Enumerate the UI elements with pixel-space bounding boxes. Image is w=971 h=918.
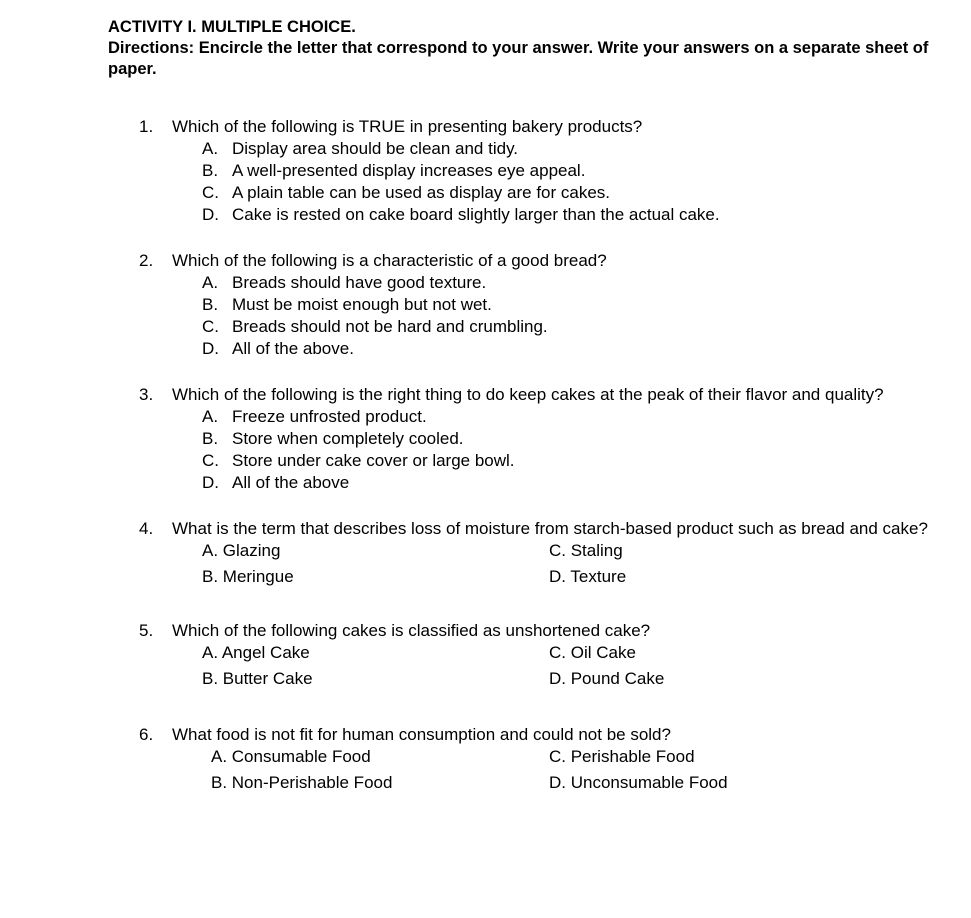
question-stem — [0, 116, 971, 138]
option-grid — [0, 642, 971, 694]
question-1 — [0, 116, 971, 226]
question-stem — [0, 384, 971, 406]
option-letter[interactable]: A. — [202, 139, 219, 158]
question-stem — [0, 620, 971, 642]
option-c[interactable] — [0, 450, 971, 472]
question-text: What food is not fit for human consumption and could not be sold? — [172, 725, 671, 744]
question-number: 4. — [139, 519, 154, 538]
option-grid — [0, 746, 971, 798]
option-text: Must be moist enough but not wet. — [232, 295, 492, 314]
option-letter[interactable]: B. — [202, 295, 219, 314]
option-letter[interactable]: A. — [202, 407, 219, 426]
option-text: A well-presented display increases eye appeal. — [232, 161, 586, 180]
option-letter[interactable]: C. — [202, 317, 219, 336]
question-number: 6. — [139, 725, 154, 744]
question-number: 5. — [139, 621, 154, 640]
activity-header — [108, 17, 938, 80]
option-letter[interactable]: B. — [202, 161, 219, 180]
question-5 — [0, 620, 971, 694]
activity-title: ACTIVITY I. MULTIPLE CHOICE. — [108, 18, 356, 36]
question-stem — [0, 724, 971, 746]
option-list — [0, 406, 971, 494]
option-b[interactable] — [0, 294, 971, 316]
option-grid — [0, 540, 971, 592]
question-4 — [0, 518, 971, 592]
option-text: A plain table can be used as display are for cakes. — [232, 183, 611, 202]
activity-directions: Directions: Encircle the letter that correspond to your answer. Write your answers on a separate sheet of paper. — [108, 39, 929, 78]
option-d[interactable] — [0, 338, 971, 360]
option-b[interactable] — [0, 428, 971, 450]
question-text: Which of the following is TRUE in presenting bakery products? — [172, 117, 643, 136]
option-d[interactable]: D. Pound Cake — [549, 669, 665, 688]
question-stem — [0, 250, 971, 272]
option-b[interactable] — [0, 160, 971, 182]
question-number: 2. — [139, 251, 154, 270]
option-text: Store under cake cover or large bowl. — [232, 451, 515, 470]
option-c[interactable]: C. Oil Cake — [549, 643, 636, 662]
option-c[interactable] — [0, 182, 971, 204]
option-d[interactable] — [0, 204, 971, 226]
option-text: Display area should be clean and tidy. — [232, 139, 519, 158]
option-letter[interactable]: D. — [202, 339, 219, 358]
option-letter[interactable]: B. — [202, 429, 219, 448]
option-text: All of the above. — [232, 339, 354, 358]
option-b[interactable]: B. Non-Perishable Food — [211, 773, 393, 792]
question-number: 1. — [139, 117, 154, 136]
question-3 — [0, 384, 971, 494]
option-letter[interactable]: D. — [202, 205, 219, 224]
option-text: Breads should have good texture. — [232, 273, 487, 292]
question-list — [0, 116, 971, 798]
option-d[interactable]: D. Texture — [549, 567, 627, 586]
option-a[interactable] — [0, 272, 971, 294]
option-a[interactable]: A. Consumable Food — [211, 747, 371, 766]
option-c[interactable] — [0, 316, 971, 338]
question-text: Which of the following is the right thing to do keep cakes at the peak of their flavor and quality? — [172, 385, 884, 404]
option-b[interactable]: B. Meringue — [202, 567, 294, 586]
question-number: 3. — [139, 385, 154, 404]
option-a[interactable] — [0, 138, 971, 160]
option-c[interactable]: C. Staling — [549, 541, 623, 560]
option-list — [0, 272, 971, 360]
option-d[interactable] — [0, 472, 971, 494]
option-d[interactable]: D. Unconsumable Food — [549, 773, 728, 792]
option-text: Breads should not be hard and crumbling. — [232, 317, 548, 336]
option-letter[interactable]: D. — [202, 473, 219, 492]
question-6 — [0, 724, 971, 798]
option-b[interactable]: B. Butter Cake — [202, 669, 313, 688]
option-c[interactable]: C. Perishable Food — [549, 747, 695, 766]
option-text: Store when completely cooled. — [232, 429, 464, 448]
option-text: Freeze unfrosted product. — [232, 407, 427, 426]
question-stem — [0, 518, 971, 540]
option-a[interactable] — [0, 406, 971, 428]
option-a[interactable]: A. Glazing — [202, 541, 281, 560]
option-text: Cake is rested on cake board slightly larger than the actual cake. — [232, 205, 720, 224]
option-letter[interactable]: C. — [202, 183, 219, 202]
option-letter[interactable]: C. — [202, 451, 219, 470]
question-2 — [0, 250, 971, 360]
question-text: Which of the following is a characteristic of a good bread? — [172, 251, 607, 270]
option-a[interactable]: A. Angel Cake — [202, 643, 310, 662]
option-text: All of the above — [232, 473, 350, 492]
option-letter[interactable]: A. — [202, 273, 219, 292]
option-list — [0, 138, 971, 226]
question-text: What is the term that describes loss of moisture from starch-based product such as bread and cake? — [172, 519, 928, 538]
question-text: Which of the following cakes is classified as unshortened cake? — [172, 621, 651, 640]
